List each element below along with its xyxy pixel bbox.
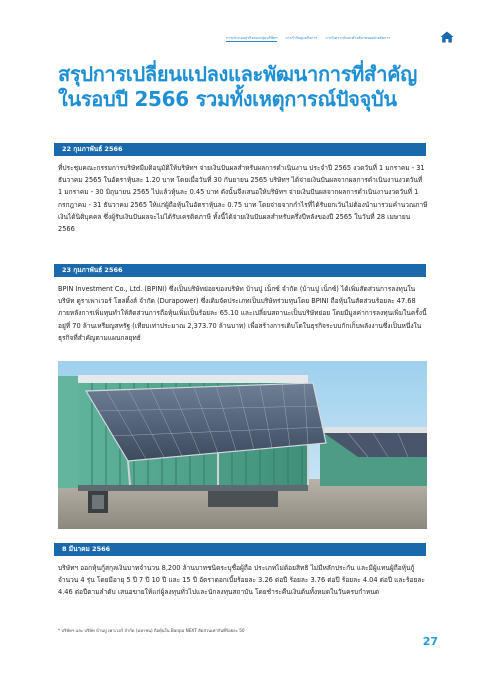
nav-item-business[interactable]: การประกอบธุรกิจของกลุ่มบริษัทฯ [226, 35, 278, 40]
section-date: 8 มีนาคม 2566 [62, 545, 111, 553]
section-text: ที่ประชุมคณะกรรมการบริษัทมีมติอนุมัติให้บริษัทฯ จ่ายเงินปันผลสำหรับผลการดำเนินงาน ประจำปี 2565 งวดวันที่ 1 มกราคม - 31 ธันวาคม 2565 ในอัตราหุ้นละ 1.20 บาท โดยเมื่อวันที่ 30 กันยายน 2565 บริษัทฯ ได้จ่ายเงินปันผลจากผลการดำเนินงานงวดวันที่ 1 มกราคม - 30 มิถุนายน 2565 ไปแล้วหุ้นละ 0.45 บาท ดังนั้นจึงเสนอให้บริษัทฯ จ่ายเงินปันผลจากผลการดำเนินงานงวดวันที่ 1 กรกฎาคม - 31 ธันวาคม 2565 ให้แก่ผู้ถือหุ้นในอัตราหุ้นละ 0.75 บาท โดยจ่ายจากกำไรที่ได้รับยกเว้นไม่ต้องนำมารวมคำนวณภาษีเงินได้นิติบุคคล ซึ่งผู้รับเงินปันผลจะไม่ได้รับเครดิตภาษี ทั้งนี้ได้จ่ายเงินปันผลสำหรับครึ่งปีหลังของปี 2565 ในวันที่ 28 เมษายน 2566 [58, 164, 428, 234]
section-header-bar [54, 264, 426, 277]
section-text: บริษัทฯ ออกหุ้นกู้สกุลเงินบาทจำนวน 8,200 ล้านบาทชนิดระบุชื่อผู้ถือ ประเภทไม่ด้อยสิทธิ ไม่มีหลักประกัน และมีผู้แทนผู้ถือหุ้นกู้ จำนวน 4 รุ่น โดยมีอายุ 5 ปี 7 ปี 10 ปี และ 15 ปี อัตราดอกเบี้ยร้อยละ 3.26 ต่อปี ร้อยละ 3.76 ต่อปี ร้อยละ 4.04 ต่อปี และร้อยละ 4.46 ต่อปีตามลำดับ เสนอขายให้แก่ผู้ลงทุนทั่วไปและนักลงทุนสถาบัน โดยชำระคืนเงินต้นทั้งหมดในวันครบกำหนด [58, 564, 425, 597]
nav-item-governance[interactable]: การกำกับดูแลกิจการ [285, 36, 318, 40]
page-title-line-2: ในรอบปี 2566 รวมทั้งเหตุการณ์ปัจจุบัน [58, 87, 397, 111]
footnote: * บริษัทฯ และ บริษัท บ้านปู เพาเวอร์ จำกัด (มหาชน) ถือหุ้นใน Banpu NEXT สัดส่วนเท่ากันที่ร้อยละ 50 [58, 628, 245, 633]
top-navigation [226, 32, 436, 44]
section-header-bar [54, 543, 426, 556]
page-title [58, 62, 458, 112]
section-date: 23 กุมภาพันธ์ 2566 [62, 266, 123, 274]
page-number: 27 [422, 635, 438, 648]
section-date: 22 กุมภาพันธ์ 2566 [62, 145, 123, 153]
section-header-bar [54, 143, 426, 156]
photo-energy-storage-containers [58, 361, 427, 529]
section-text: BPIN Investment Co., Ltd. (BPINI) ซึ่งเป็นบริษัทย่อยของบริษัท บ้านปู เน็กซ์ จำกัด (บ้านปู เน็กซ์) ได้เพิ่มสัดส่วนการลงทุนในบริษัท ดูราเพาเวอร์ โฮลดิ้งส์ จำกัด (Durapower) ซึ่งเดิมจัดประเภทเป็นบริษัทร่วมทุนโดย BPINI ถือหุ้นในสัดส่วนร้อยละ 47.68 ภายหลังการเพิ่มทุนทำให้สัดส่วนการถือหุ้นเพิ่มเป็นร้อยละ 65.10 และเปลี่ยนสถานะเป็นบริษัทย่อย โดยมีมูลค่าการลงทุนเพิ่มในครั้งนี้อยู่ที่ 70 ล้านเหรียญสหรัฐ (เทียบเท่าประมาณ 2,373.70 ล้านบาท) เพื่อสร้างการเติบโตในธุรกิจระบบกักเก็บพลังงานซึ่งเป็นหนึ่งในธุรกิจที่สำคัญตามแผนกลยุทธ์ [58, 285, 427, 342]
home-icon[interactable] [440, 31, 454, 43]
nav-item-management-analysis[interactable]: การวิเคราะห์และคำอธิบายของฝ่ายจัดการ [325, 36, 391, 40]
page-title-line-1: สรุปการเปลี่ยนแปลงและพัฒนาการที่สำคัญ [58, 62, 417, 86]
